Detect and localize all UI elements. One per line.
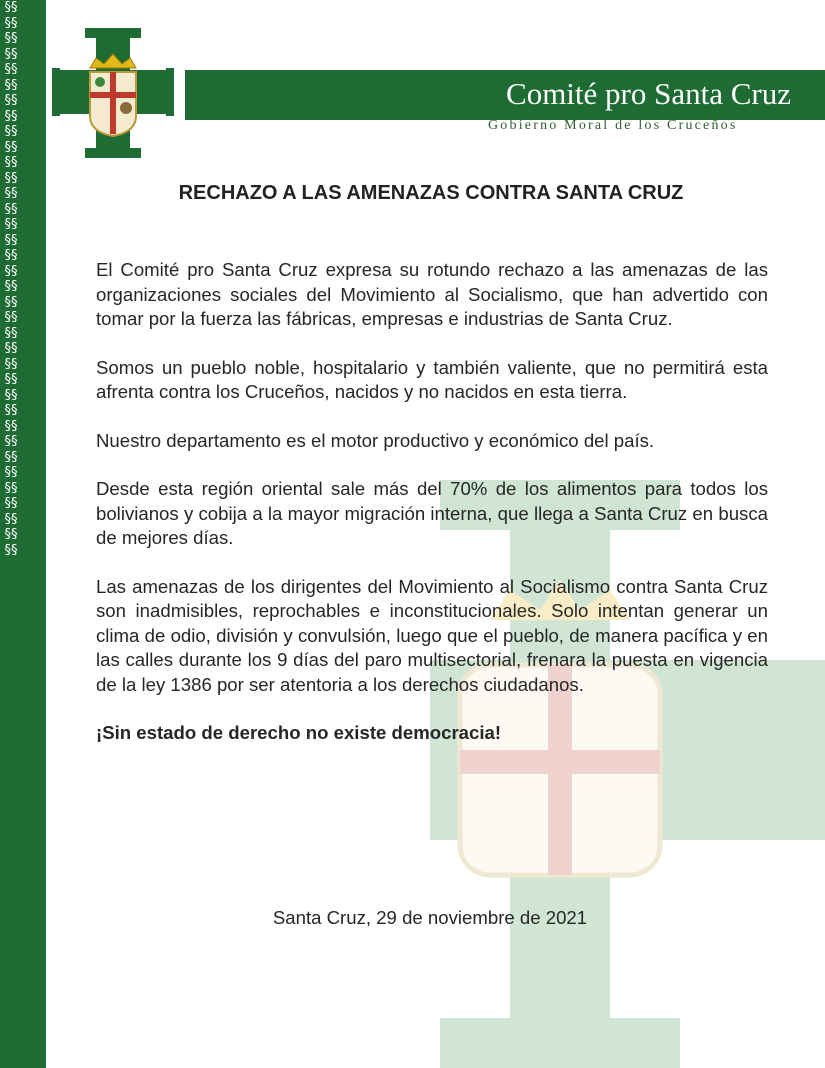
curl-pattern-icon: §§§§§§§§§§§§§§§§§§§§§§§§§§§§§§§§§§§§§§§§§§§§§§§§§§§§§§§§§§§§§§§§§§§§§§§§ [4, 0, 18, 558]
paragraph: El Comité pro Santa Cruz expresa su rotundo rechazo a las amenazas de las organizaciones sociales del Movimiento al Socialismo, que han advertido con tomar por la fuerza las fábricas, empresas e industrias de Santa Cruz. [96, 259, 768, 329]
document-title: RECHAZO A LAS AMENAZAS CONTRA SANTA CRUZ [178, 182, 684, 204]
coat-of-arms-logo-icon [52, 28, 174, 158]
closing-slogan: ¡Sin estado de derecho no existe democracia! [96, 722, 502, 743]
header-bar [185, 70, 825, 120]
paragraph: Nuestro departamento es el motor productivo y económico del país. [96, 429, 655, 451]
paragraph: Somos un pueblo noble, hospitalario y también valiente, que no permitirá esta afrenta contra los Cruceños, nacidos y no nacidos en esta tierra. [96, 356, 768, 402]
organization-subtitle: Gobierno Moral de los Cruceños [488, 118, 738, 133]
paragraph: Desde esta región oriental sale más del 70% de los alimentos para todos los bolivianos y cobija a la mayor migración interna, que llega a Santa Cruz en busca de mejores días. [96, 478, 768, 548]
organization-name: Comité pro Santa Cruz [506, 76, 791, 111]
place-date: Santa Cruz, 29 de noviembre de 2021 [272, 907, 588, 928]
paragraph: Las amenazas de los dirigentes del Movimiento al Socialismo contra Santa Cruz son inadmisibles, reprochables e inconstitucionales. Solo intentan generar un clima de odio, división y convulsión, luego que el pueblo, de manera pacífica y en las calles durante los 9 días del paro multisectorial, frenara la puesta en vigencia de la ley 1386 por ser atentoria a los derechos ciudadanos. [96, 575, 768, 695]
document-body [96, 258, 768, 770]
